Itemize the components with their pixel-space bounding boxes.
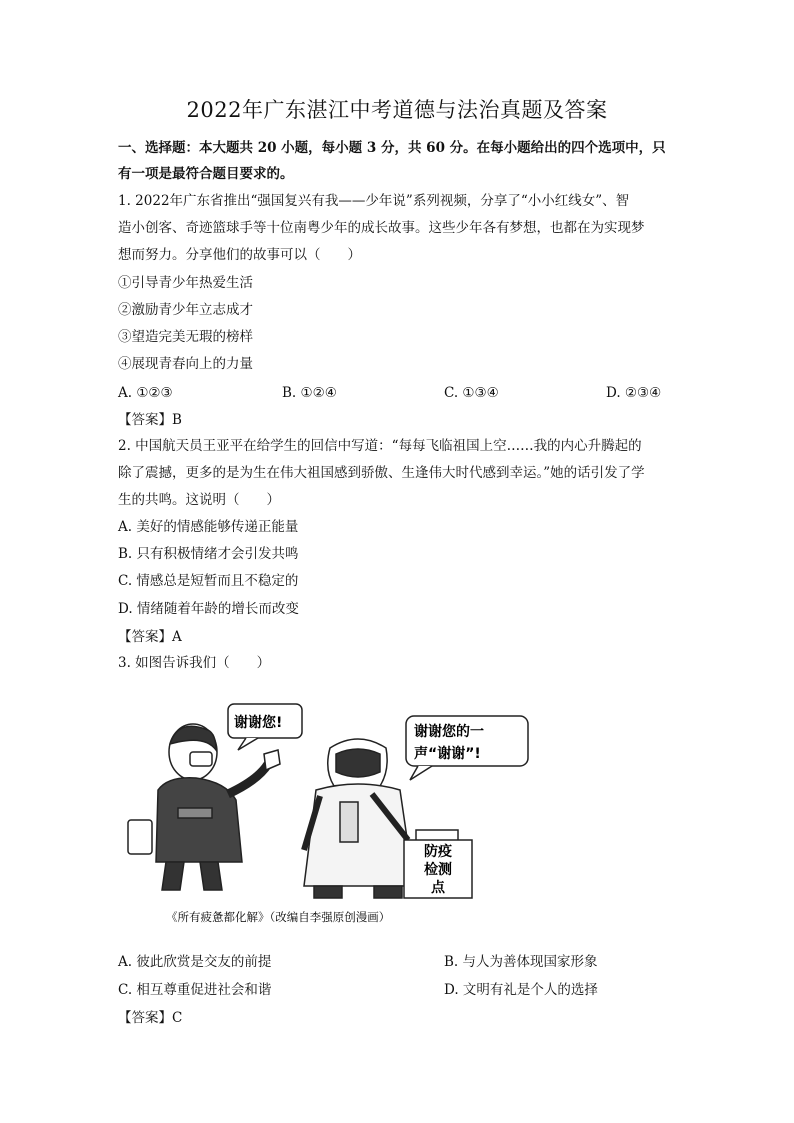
health-worker-figure <box>304 739 414 898</box>
q1-option-c: C. ①③④ <box>444 385 499 401</box>
q3-answer: 【答案】C <box>118 1010 183 1026</box>
q1-option-d: D. ②③④ <box>606 385 662 401</box>
q1-item-4: ④展现青春向上的力量 <box>118 356 253 372</box>
q1-option-a: A. ①②③ <box>118 385 173 401</box>
section-heading-line-2: 有一项是最符合题目要求的。 <box>118 166 294 182</box>
q2-option-c: C. 情感总是短暂而且不稳定的 <box>118 573 299 589</box>
q1-item-3: ③望造完美无瑕的榜样 <box>118 329 253 345</box>
q2-option-a: A. 美好的情感能够传递正能量 <box>118 519 299 535</box>
courier-figure <box>128 724 280 890</box>
q2-option-d: D. 情绪随着年龄的增长而改变 <box>118 601 299 617</box>
q3-option-a: A. 彼此欣赏是交友的前提 <box>118 954 272 970</box>
q2-stem-line-1: 2. 中国航天员王亚平在给学生的回信中写道：“每每飞临祖国上空……我的内心升腾起的 <box>118 438 642 454</box>
q3-option-b: B. 与人为善体现国家形象 <box>444 954 598 970</box>
q1-stem-line-3: 想而努力。分享他们的故事可以（ ） <box>118 247 361 263</box>
sign-text-2: 检测 <box>424 862 452 878</box>
right-bubble-text-2: 声“谢谢”! <box>414 746 481 762</box>
document-title: 2022年广东湛江中考道德与法治真题及答案 <box>186 98 608 122</box>
section-heading-line-1: 一、选择题：本大题共 20 小题，每小题 3 分，共 60 分。在每小题给出的四个选项中，只 <box>118 140 666 156</box>
q2-stem-line-2: 除了震撼，更多的是为生在伟大祖国感到骄傲、生逢伟大时代感到幸运。”她的话引发了学 <box>118 465 645 481</box>
sign-text-3: 点 <box>431 880 445 896</box>
q3-stem: 3. 如图告诉我们（ ） <box>118 655 271 671</box>
q3-option-d: D. 文明有礼是个人的选择 <box>444 982 598 998</box>
q1-stem-line-1: 1. 2022年广东省推出“强国复兴有我——少年说”系列视频，分享了“小小红线女”、智 <box>118 193 630 209</box>
right-bubble-text-1: 谢谢您的一 <box>414 724 484 740</box>
q2-option-b: B. 只有积极情绪才会引发共鸣 <box>118 546 299 562</box>
q2-answer: 【答案】A <box>118 629 182 645</box>
sign-text-1: 防疫 <box>424 844 452 860</box>
figure-caption: 《所有疲惫都化解》（改编自李强原创漫画） <box>166 910 391 924</box>
q1-stem-line-2: 造小创客、奇迹篮球手等十位南粤少年的成长故事。这些少年各有梦想，也都在为实现梦 <box>118 220 645 236</box>
q1-option-b: B. ①②④ <box>282 385 337 401</box>
left-bubble-text: 谢谢您! <box>234 715 283 731</box>
q1-item-1: ①引导青少年热爱生活 <box>118 275 253 291</box>
q3-option-c: C. 相互尊重促进社会和谐 <box>118 982 272 998</box>
q2-stem-line-3: 生的共鸣。这说明（ ） <box>118 492 280 508</box>
q1-item-2: ②激励青少年立志成才 <box>118 302 253 318</box>
cartoon-figure <box>118 690 548 930</box>
q1-answer: 【答案】B <box>118 412 182 428</box>
